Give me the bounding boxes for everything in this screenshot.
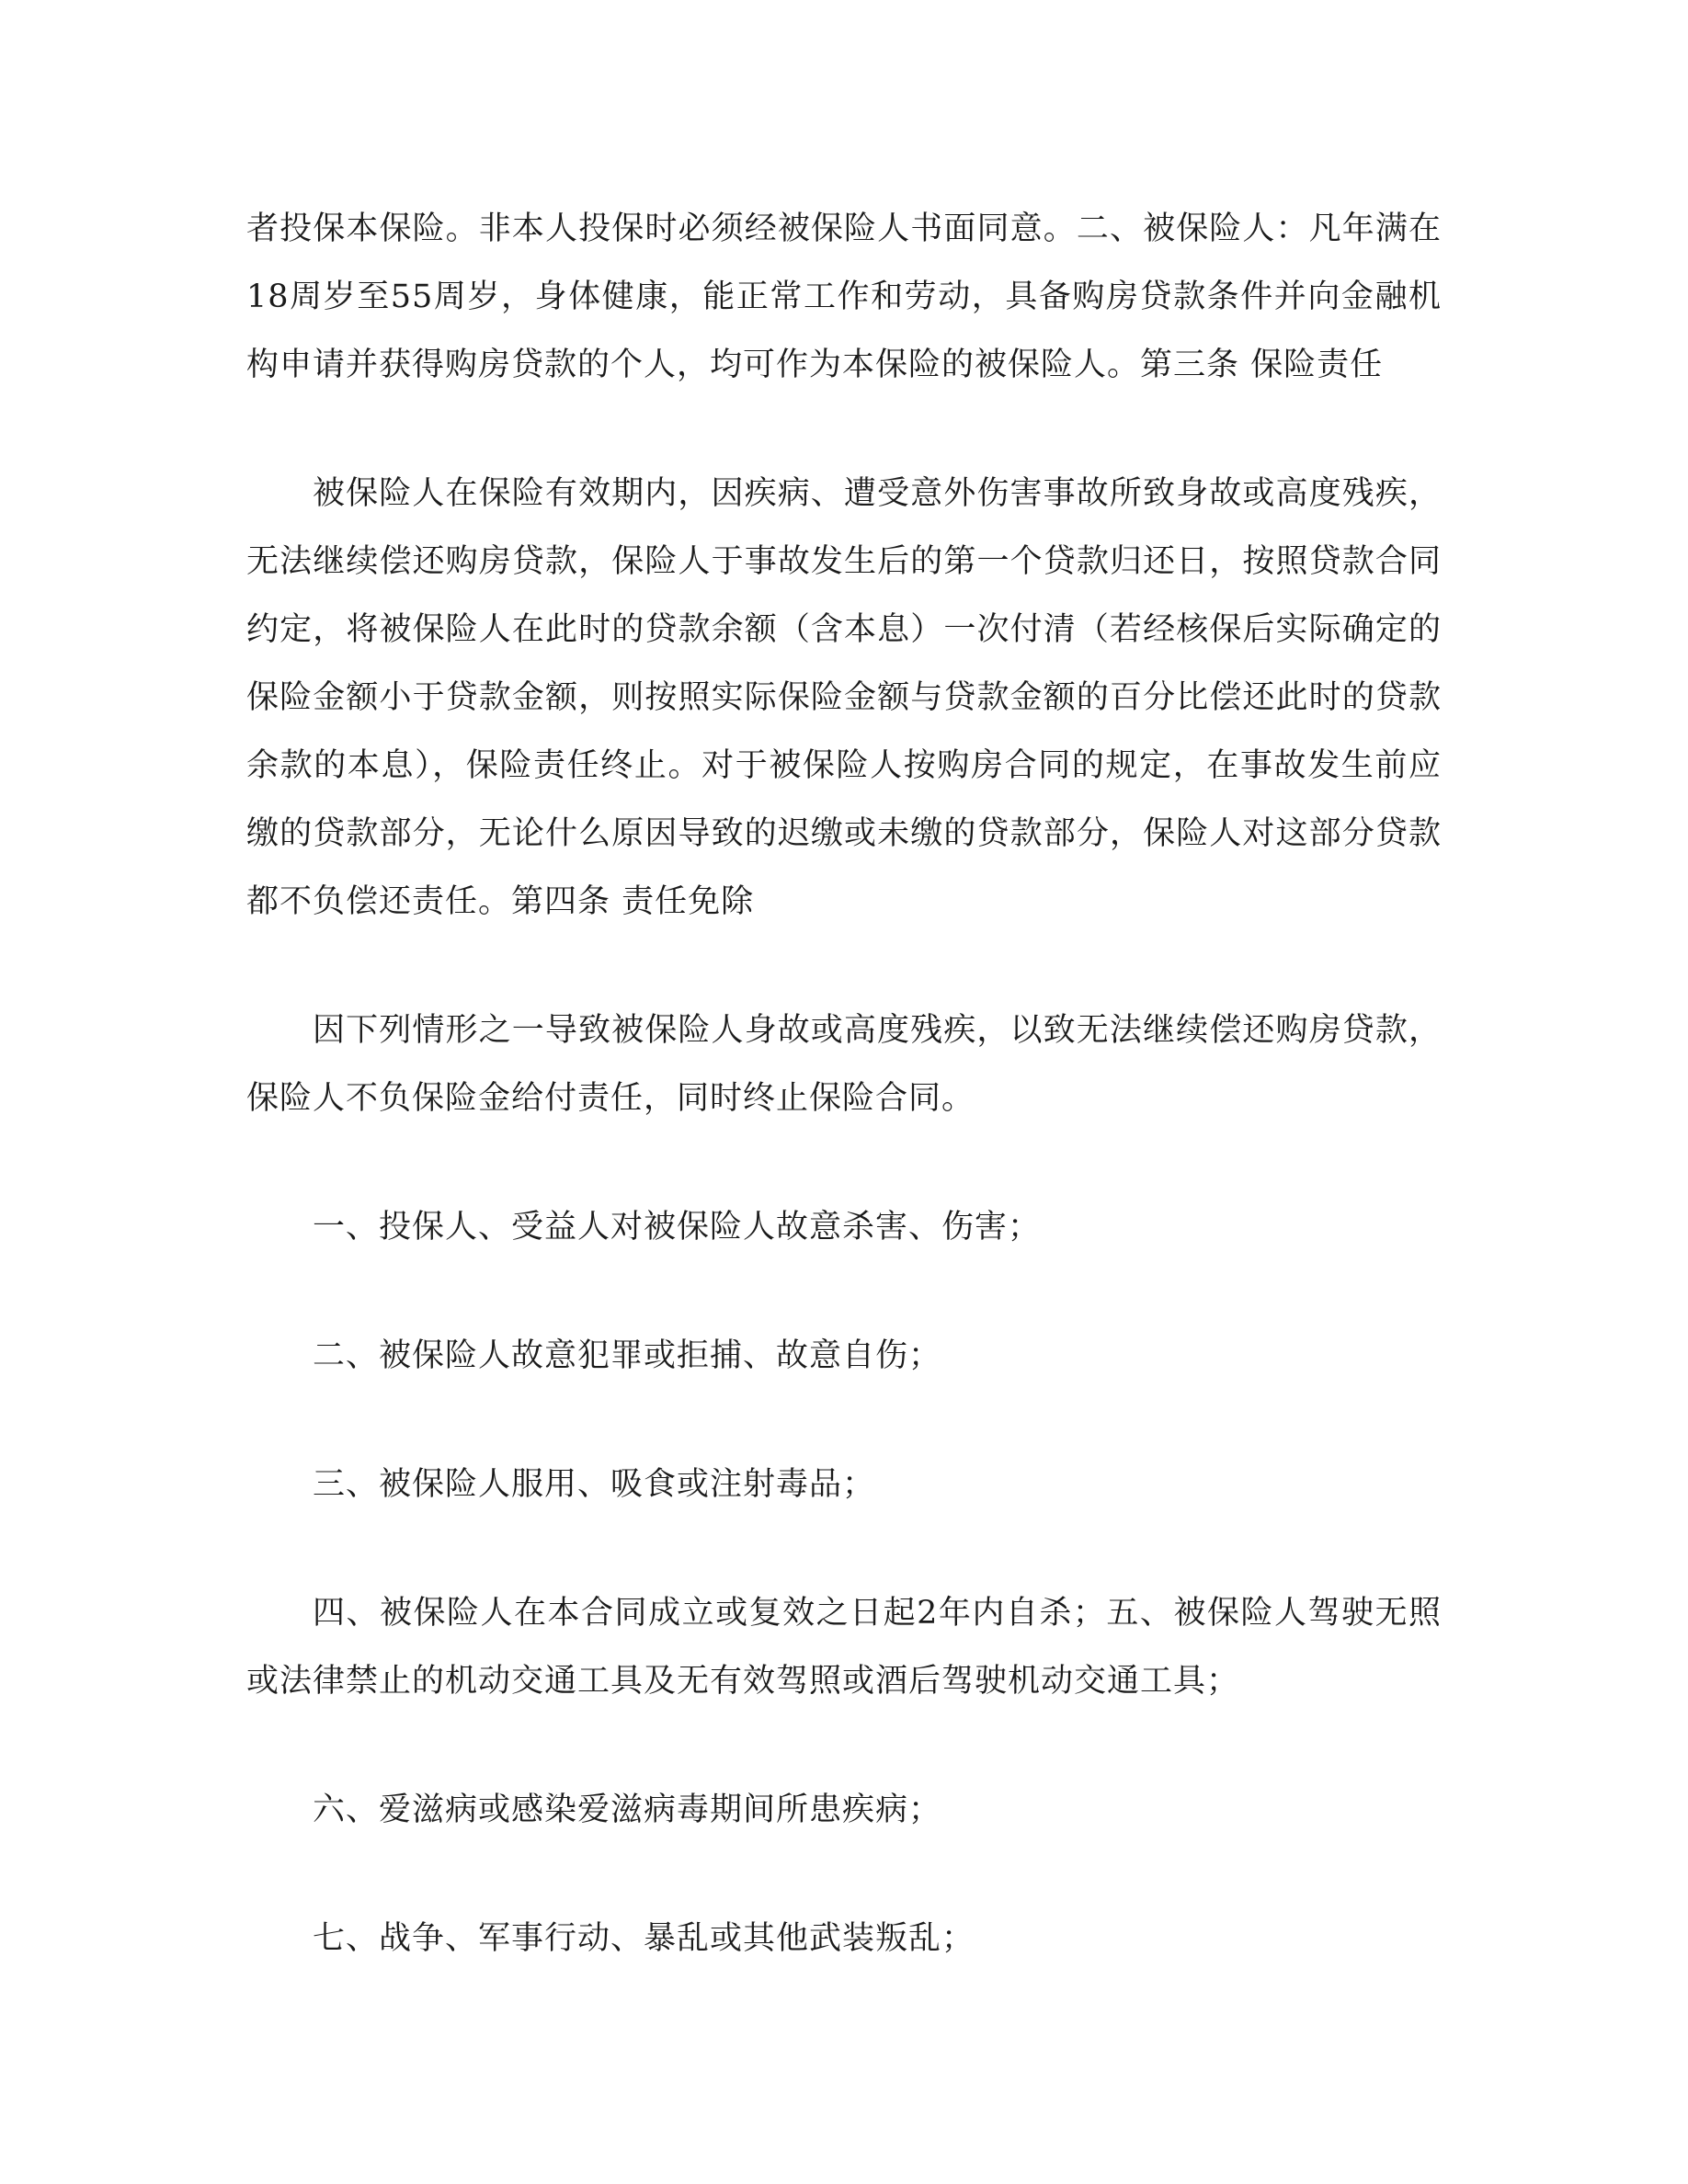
exclusion-item-3: 三、被保险人服用、吸食或注射毒品； xyxy=(313,1466,876,1503)
document-body xyxy=(246,195,1442,1973)
paragraph-exclusions-intro: 因下列情形之一导致被保险人身故或高度残疾，以致无法继续偿还购房贷款，保险人不负保险金给付责任，同时终止保险合同。 xyxy=(246,1012,1442,1117)
paragraph-insured-definition: 者投保本保险。非本人投保时必须经被保险人书面同意。二、被保险人：凡年满在18周岁至55周岁，身体健康，能正常工作和劳动，具备购房贷款条件并向金融机构申请并获得购房贷款的个人，均可作为本保险的被保险人。第三条 保险责任 xyxy=(246,210,1442,383)
exclusion-item-1: 一、投保人、受益人对被保险人故意杀害、伤害； xyxy=(313,1209,1042,1246)
exclusion-item-4-5: 四、被保险人在本合同成立或复效之日起2年内自杀；五、被保险人驾驶无照或法律禁止的机动交通工具及无有效驾照或酒后驾驶机动交通工具； xyxy=(246,1595,1442,1700)
exclusion-item-7: 七、战争、军事行动、暴乱或其他武装叛乱； xyxy=(313,1920,975,1957)
exclusion-item-2: 二、被保险人故意犯罪或拒捕、故意自伤； xyxy=(313,1337,942,1374)
paragraph-insurance-liability: 被保险人在保险有效期内，因疾病、遭受意外伤害事故所致身故或高度残疾，无法继续偿还购房贷款，保险人于事故发生后的第一个贷款归还日，按照贷款合同约定，将被保险人在此时的贷款余额（含本息）一次付清（若经核保后实际确定的保险金额小于贷款金额，则按照实际保险金额与贷款金额的百分比偿还此时的贷款余款的本息），保险责任终止。对于被保险人按购房合同的规定，在事故发生前应缴的贷款部分，无论什么原因导致的迟缴或未缴的贷款部分，保险人对这部分贷款都不负偿还责任。第四条 责任免除 xyxy=(246,475,1442,920)
exclusion-item-6: 六、爱滋病或感染爱滋病毒期间所患疾病； xyxy=(313,1792,942,1828)
